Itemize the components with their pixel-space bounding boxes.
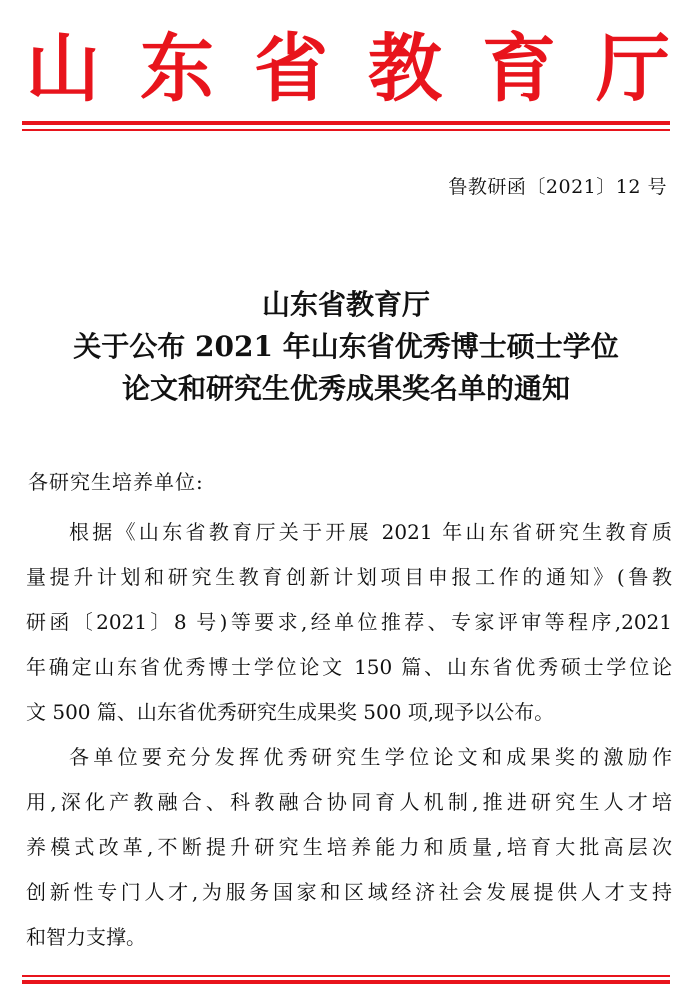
masthead-rule-thick [22, 121, 670, 125]
paragraph-line: 用,深化产教融合、科教融合协同育人机制,推进研究生人才培 [26, 790, 672, 814]
addressee: 各研究生培养单位: [28, 470, 204, 494]
paragraph-line: 养模式改革,不断提升研究生培养能力和质量,培育大批高层次 [26, 835, 672, 859]
paragraph-line: 量提升计划和研究生教育创新计划项目申报工作的通知》(鲁教 [26, 565, 672, 589]
masthead-char: 厅 [596, 26, 670, 112]
paragraph-line: 各单位要充分发挥优秀研究生学位论文和成果奖的激励作 [69, 745, 672, 769]
paragraph-line: 创新性专门人才,为服务国家和区域经济社会发展提供人才支持 [26, 880, 672, 904]
masthead-org-name [26, 28, 670, 110]
title-line: 关于公布 2021 年山东省优秀博士硕士学位 [73, 330, 619, 363]
paragraph [26, 510, 672, 735]
paragraph-line: 文 500 篇、山东省优秀研究生成果奖 500 项,现予以公布。 [26, 700, 555, 724]
masthead-char: 育 [482, 26, 556, 112]
paragraph-line: 和智力支撑。 [26, 925, 146, 949]
masthead-char: 省 [254, 26, 328, 112]
masthead-rule-thin [22, 129, 670, 131]
masthead-char: 山 [26, 26, 100, 112]
paragraph-line: 根据《山东省教育厅关于开展 2021 年山东省研究生教育质 [69, 520, 672, 544]
paragraph-line: 研函〔2021〕8 号)等要求,经单位推荐、专家评审等程序,2021 [26, 610, 672, 634]
footer-rule-thin [22, 975, 670, 977]
masthead-char: 教 [368, 26, 442, 112]
paragraph [26, 735, 672, 960]
document-title [22, 284, 670, 410]
title-line: 论文和研究生优秀成果奖名单的通知 [121, 372, 570, 405]
title-line: 山东省教育厅 [261, 288, 430, 321]
masthead-char: 东 [140, 26, 214, 112]
document-number: 鲁教研函〔2021〕12 号 [448, 176, 667, 198]
paragraph-line: 年确定山东省优秀博士学位论文 150 篇、山东省优秀硕士学位论 [26, 655, 672, 679]
footer-rule-thick [22, 980, 670, 984]
document-body [26, 510, 672, 960]
